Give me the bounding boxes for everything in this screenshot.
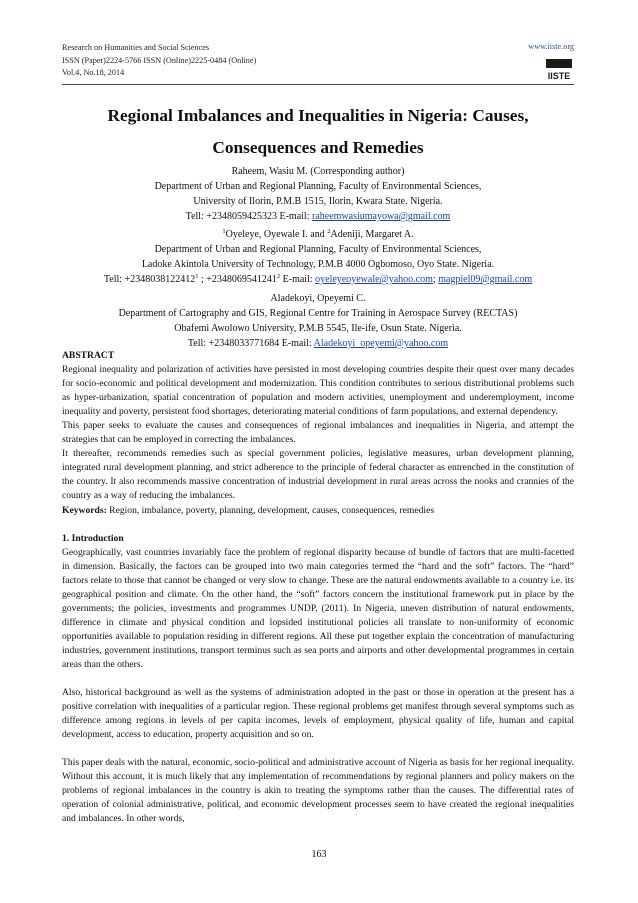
abstract-paragraph: It thereafter, recommends remedies such as special government policies, legislative measures, urban development planning, integrated rural development planning, and strict adherence to the principle of federal character as entrenched in the constitution of the country. It also recommends massive concentration of industrial development in rural areas across the nooks and crannies of the country as a way of reducing the imbalances.: [62, 448, 574, 502]
paper-title: [62, 100, 574, 164]
author-contact: Tell: +2348059425323 E-mail: raheemwasiumayowa@gmail.com: [185, 211, 451, 222]
email-link[interactable]: magpiel09@gmail.com: [438, 274, 533, 285]
author-contact: Tell: +2348033771684 E-mail: Aladekoyi_opeyemi@yahoo.com: [187, 338, 449, 349]
author-name: Raheem, Wasiu M. (Corresponding author): [231, 166, 405, 177]
author-names: $^1$Oyeleye, Oyewale I. and $^2$Adeniji, Margaret A.: [222, 228, 414, 240]
issn-line: ISSN (Paper)2224-5766 ISSN (Online)2225-0484 (Online): [62, 55, 257, 65]
journal-url-link[interactable]: www.iiste.org: [528, 42, 574, 51]
author-department: Department of Cartography and GIS, Regional Centre for Training in Aerospace Survey (RECTAS): [118, 308, 518, 319]
header-rule: [62, 84, 574, 85]
keywords-line: Keywords: Region, imbalance, poverty, planning, development, causes, consequences, remedies: [62, 504, 435, 516]
body-paragraph: Also, historical background as well as the systems of administration adopted in the past or those in operation at the present has a positive correlation with inequalities of a particular region. These regional problems get manifest through several symptoms such as difference among regions in levels of per capita incomes, levels of employment, physical quality of life, human and capital development, access to education, property acquisition and so on.: [62, 687, 574, 741]
author-university: Ladoke Akintola University of Technology, P.M.B 4000 Ogbomoso, Oyo State. Nigeria.: [141, 259, 495, 270]
email-link[interactable]: Aladekoyi_opeyemi@yahoo.com: [313, 338, 449, 349]
abstract-heading: ABSTRACT: [62, 350, 115, 361]
title-line-2: Consequences and Remedies: [212, 138, 424, 157]
author-block-2: [62, 227, 574, 287]
author-university: Obafemi Awolowo University, P.M.B 5545, Ile-ife, Osun State. Nigeria.: [174, 323, 462, 334]
abstract-paragraph: Regional inequality and polarization of activities have persisted in most developing countries despite their quest over many decades for socio-economic and political development and modernization. This condition contributes to serious distributional problems such as hyper-urbanization, spatial concentration of population and modern activities, unemployment and underemployment, income inequality and poverty, persistent food shortages, deteriorating material conditions of farm populations, and external dependency.: [62, 364, 574, 418]
email-link[interactable]: oyeleyeoyewale@yahoo.com: [315, 274, 433, 285]
abstract-paragraph: This paper seeks to evaluate the causes and consequences of regional imbalances and inequalities in Nigeria, and attempt the strategies that can be employed in correcting the imbalances.: [62, 420, 574, 446]
main-text: [62, 349, 574, 826]
page-number: 163: [311, 849, 327, 860]
body-paragraph: Geographically, vast countries invariably face the problem of regional disparity because of bundle of factors that are multi-facetted in dimension. Basically, the factors can be grouped into two main categories termed the “hard and the soft” factors. The “hard” factors relate to those that cannot be changed or very slow to change. These are the natural endowments available to a country i.e. its geographical position and climate. On the other hand, the “soft” factors concern the institutional framework put in place by the governments; the policies, investments and programmes UNDP, (2011). In Nigeria, uneven distribution of natural endowments, difference in climate and physical condition and lopsided institutional policies all translate to non-uniformity of economic opportunities available to population residing in different regions. All these put together explain the concentration of manufacturing industries, government institutions, transport terminus such as sea ports and airports and other developmental programmes in certain areas than the others.: [62, 546, 574, 670]
email-link[interactable]: raheemwasiumayowa@gmail.com: [311, 211, 451, 222]
title-line-1: Regional Imbalances and Inequalities in Nigeria: Causes,: [107, 106, 529, 125]
body-paragraph: This paper deals with the natural, economic, socio-political and administrative account of Nigeria as basis for her regional inequality. Without this account, it is much likely that any implementation of recommendations by regional planners and policy makers on the problems of regional imbalances in the country is akin to treating the symptoms rather than the causes. The differential rates of operation of colonial administrative, political, and economic development processes seem to have created the regional inequalities and imbalances. In other words,: [62, 757, 574, 825]
running-header: [62, 42, 574, 80]
section-heading: 1. Introduction: [62, 532, 124, 544]
author-contact: Tell: $+2348038122412^1$ ; $+2348069541241^2$ E-mail: oyeleyeoyewale@yahoo.com; magpiel09@gmail.com: [103, 273, 533, 285]
author-department: Department of Urban and Regional Planning, Faculty of Environmental Sciences,: [154, 244, 482, 255]
iiste-logo: [544, 57, 574, 83]
volume-line: Vol.4, No.18, 2014: [62, 68, 125, 77]
logo-text: IISTE: [547, 71, 571, 81]
author-block-3: [62, 291, 574, 351]
journal-name: Research on Humanities and Social Sciences: [62, 43, 210, 52]
author-university: University of Ilorin, P.M.B 1515, Ilorin, Kwara State. Nigeria.: [193, 196, 443, 207]
author-department: Department of Urban and Regional Planning, Faculty of Environmental Sciences,: [154, 181, 482, 192]
author-name: Aladekoyi, Opeyemi C.: [270, 293, 366, 304]
author-block-1: [62, 164, 574, 224]
